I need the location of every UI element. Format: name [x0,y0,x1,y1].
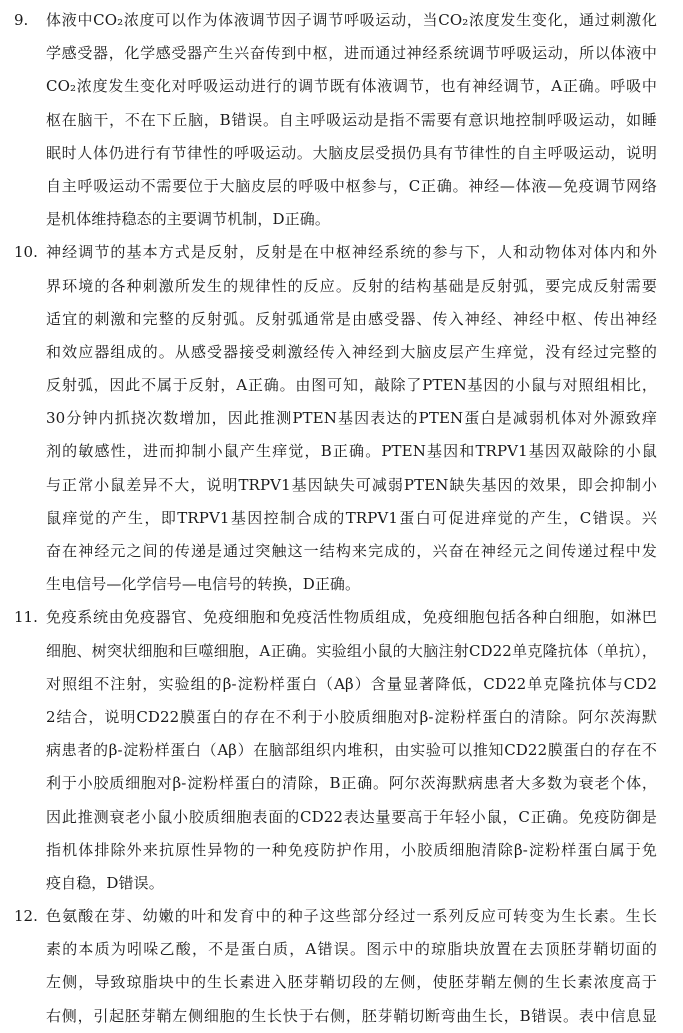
text-line: CO₂浓度发生变化对呼吸运动进行的调节既有体液调节，也有神经调节，A正确。呼吸中 [46,77,657,96]
item-number: 11. [14,608,38,627]
item-number: 9. [14,11,29,29]
text-line: 与正常小鼠差异不大，说明TRPV1基因缺失可减弱PTEN缺失基因的效果，即会抑制小 [46,475,657,494]
text-line: 左侧，导致琼脂块中的生长素进入胚芽鞘切段的左侧，使胚芽鞘左侧的生长素浓度高于 [46,973,657,992]
item-number: 12. [14,907,38,926]
text-line: 剂的敏感性，进而抑制小鼠产生痒觉，B正确。PTEN基因和TRPV1基因双敲除的小鼠 [46,442,657,461]
text-line: 界环境的各种刺激所发生的规律性的反应。反射的结构基础是反射弧，要完成反射需要 [46,276,657,295]
text-line: 因此推测衰老小鼠小胶质细胞表面的CD22表达量要高于年轻小鼠，C正确。免疫防御是 [46,807,657,826]
text-line: 利于小胶质细胞对β-淀粉样蛋白的清除，B正确。阿尔茨海默病患者大多数为衰老个体， [46,774,657,793]
text-line: 神经调节的基本方式是反射，反射是在中枢神经系统的参与下，人和动物体对体内和外 [46,243,657,262]
text-line: 奋在神经元之间的传递是通过突触这一结构来完成的，兴奋在神经元之间传递过程中发 [46,542,657,560]
item-text [46,900,657,1033]
text-line: 30分钟内抓挠次数增加，因此推测PTEN基因表达的PTEN蛋白是减弱机体对外源致痒 [46,409,657,428]
text-line: 适宜的刺激和完整的反射弧。反射弧通常是由感受器、传入神经、神经中枢、传出神经 [46,309,657,328]
text-line: 色氨酸在芽、幼嫩的叶和发育中的种子这些部分经过一系列反应可转变为生长素。生长 [46,907,657,926]
item-text [46,4,657,236]
text-line: 体液中CO₂浓度可以作为体液调节因子调节呼吸运动，当CO₂浓度发生变化，通过刺激化 [46,11,657,29]
text-line: 右侧，引起胚芽鞘左侧细胞的生长快于右侧，胚芽鞘切断弯曲生长，B错误。表中信息显 [46,1006,657,1025]
text-line: 素的本质为吲哚乙酸，不是蛋白质，A错误。图示中的琼脂块放置在去顶胚芽鞘切面的 [46,940,657,959]
text-line: 和效应器组成的。从感受器接受刺激经传入神经到大脑皮层产生痒觉，没有经过完整的 [46,342,657,361]
text-line: 细胞、树突状细胞和巨噬细胞，A正确。实验组小鼠的大脑注射CD22单克隆抗体（单抗）， [46,641,657,660]
text-line: 免疫系统由免疫器官、免疫细胞和免疫活性物质组成，免疫细胞包括各种白细胞，如淋巴 [46,608,657,627]
text-line: 反射弧，因此不属于反射，A正确。由图可知，敲除了PTEN基因的小鼠与对照组相比， [46,376,657,395]
text-line: 鼠痒觉的产生，即TRPV1基因控制合成的TRPV1蛋白可促进痒觉的产生，C错误。兴 [46,508,657,527]
item-number: 10. [14,243,38,262]
item-text [46,601,657,900]
text-line: 枢在脑干，不在下丘脑，B错误。自主呼吸运动是指不需要有意识地控制呼吸运动，如睡 [46,110,657,129]
text-line: 2结合，说明CD22膜蛋白的存在不利于小胶质细胞对β-淀粉样蛋白的清除。阿尔茨海默 [46,707,657,726]
text-line: 病患者的β-淀粉样蛋白（Aβ）在脑部组织内堆积，由实验可以推知CD22膜蛋白的存在不 [46,741,657,760]
answer-item-10 [14,236,657,601]
answer-item-11 [14,601,657,900]
text-line: 是机体维持稳态的主要调节机制，D正确。 [46,210,330,229]
text-line: 疫自稳，D错误。 [46,873,164,892]
text-line: 自主呼吸运动不需要位于大脑皮层的呼吸中枢参与，C正确。神经—体液—免疫调节网络 [46,176,657,195]
answer-item-9 [14,4,657,236]
text-line: 生电信号—化学信号—电信号的转换，D正确。 [46,575,361,594]
text-line: 对照组不注射，实验组的β-淀粉样蛋白（Aβ）含量显著降低，CD22单克隆抗体与CD2 [46,674,657,693]
item-text [46,236,657,601]
text-line: 学感受器，化学感受器产生兴奋传到中枢，进而通过神经系统调节呼吸运动，所以体液中 [46,44,657,63]
text-line: 眠时人体仍进行有节律性的呼吸运动。大脑皮层受损仍具有节律性的自主呼吸运动，说明 [46,143,657,162]
answer-item-12 [14,900,657,1033]
text-line: 指机体排除外来抗原性异物的一种免疫防护作用，小胶质细胞清除β-淀粉样蛋白属于免 [46,840,657,859]
